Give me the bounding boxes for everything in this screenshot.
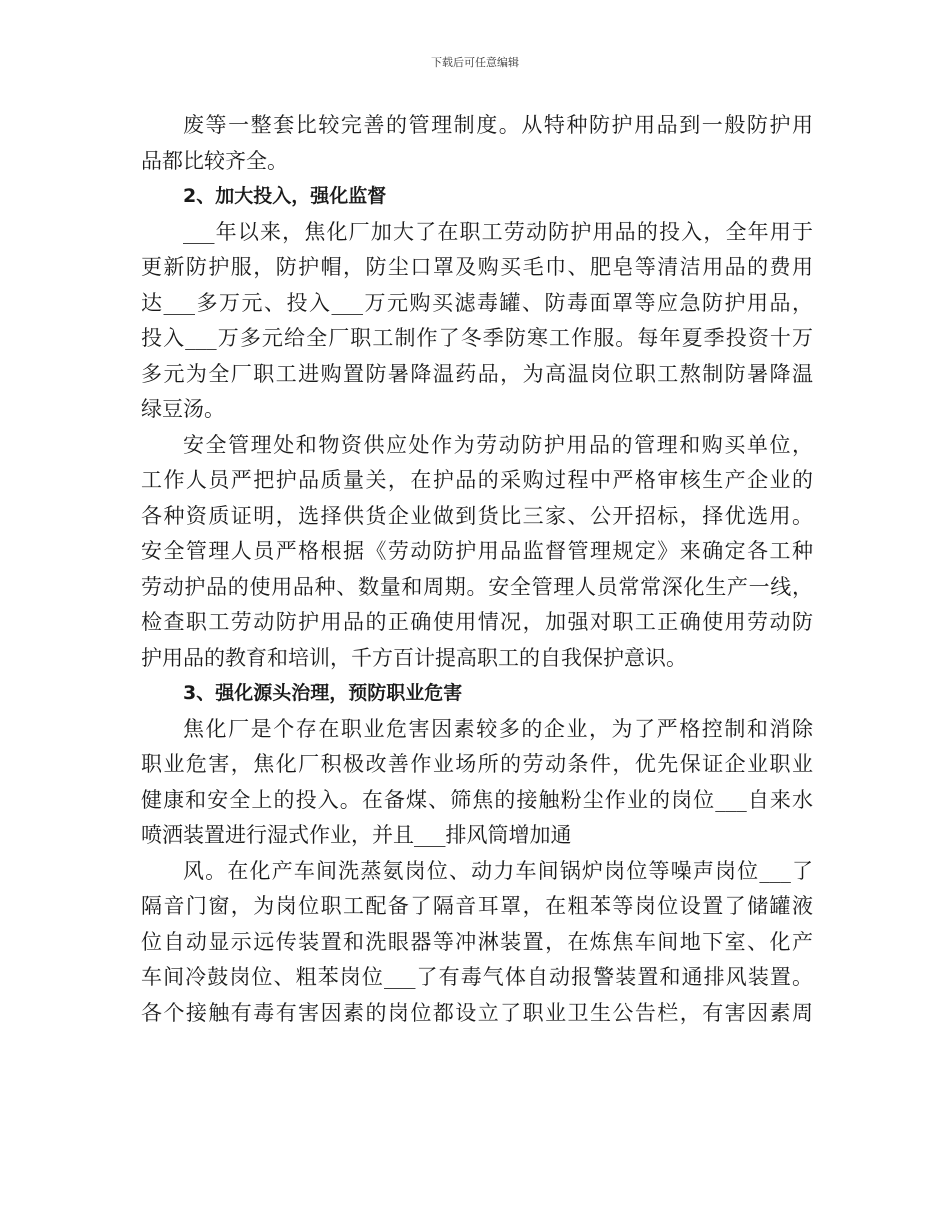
text-line: 各种资质证明，选择供货企业做到货比三家、公开招标，择优选用。	[141, 503, 813, 528]
page-header: 下载后可任意编辑	[431, 56, 519, 69]
text-line: 喷洒装置进行湿式作业，并且___排风筒增加通	[141, 823, 572, 847]
text-line: 投入___万多元给全厂职工制作了冬季防寒工作服。每年夏季投资十万	[141, 326, 813, 350]
text-line: 职业危害，焦化厂积极改善作业场所的劳动条件，优先保证企业职业	[141, 752, 813, 776]
text-line: 工作人员严把护品质量关，在护品的采购过程中严格审核生产企业的	[141, 468, 813, 492]
text-line: 安全管理人员严格根据《劳动防护用品监督管理规定》来确定各工种	[141, 539, 813, 563]
text-line: 达___多万元、投入___万元购买滤毒罐、防毒面罩等应急防护用品，	[141, 290, 813, 315]
text-line: 风。在化产车间洗蒸氨岗位、动力车间锅炉岗位等噪声岗位___了	[183, 858, 813, 883]
text-line: 绿豆汤。	[141, 397, 225, 421]
section-heading: 2、加大投入，强化监督	[183, 185, 387, 207]
document-body	[141, 108, 813, 1031]
text-line: 隔音门窗，为岗位职工配备了隔音耳罩，在粗苯等岗位设置了储罐液	[141, 894, 813, 918]
text-line: 护用品的教育和培训，千方百计提高职工的自我保护意识。	[141, 645, 687, 670]
text-line: 废等一整套比较完善的管理制度。从特种防护用品到一般防护用	[183, 113, 813, 137]
text-line: 位自动显示远传装置和洗眼器等冲淋装置，在炼焦车间地下室、化产	[141, 929, 813, 954]
text-line: ___年以来，焦化厂加大了在职工劳动防护用品的投入，全年用于	[183, 219, 813, 244]
text-line: 焦化厂是个存在职业危害因素较多的企业，为了严格控制和消除	[183, 716, 813, 741]
section-heading: 3、强化源头治理，预防职业危害	[183, 682, 463, 704]
text-line: 车间冷鼓岗位、粗苯岗位___了有毒气体自动报警装置和通排风装置。	[141, 965, 813, 989]
text-line: 健康和安全上的投入。在备煤、筛焦的接触粉尘作业的岗位___自来水	[141, 787, 813, 812]
text-line: 更新防护服，防护帽，防尘口罩及购买毛巾、肥皂等清洁用品的费用	[141, 255, 813, 279]
text-line: 检查职工劳动防护用品的正确使用情况，加强对职工正确使用劳动防	[141, 610, 813, 634]
text-line: 多元为全厂职工进购置防暑降温药品，为高温岗位职工熬制防暑降温	[141, 361, 813, 386]
text-line: 劳动护品的使用品种、数量和周期。安全管理人员常常深化生产一线，	[141, 574, 813, 599]
text-line: 品都比较齐全。	[141, 148, 288, 173]
text-line: 各个接触有毒有害因素的岗位都设立了职业卫生公告栏，有害因素周	[141, 1000, 813, 1025]
text-line: 安全管理处和物资供应处作为劳动防护用品的管理和购买单位，	[183, 432, 813, 457]
